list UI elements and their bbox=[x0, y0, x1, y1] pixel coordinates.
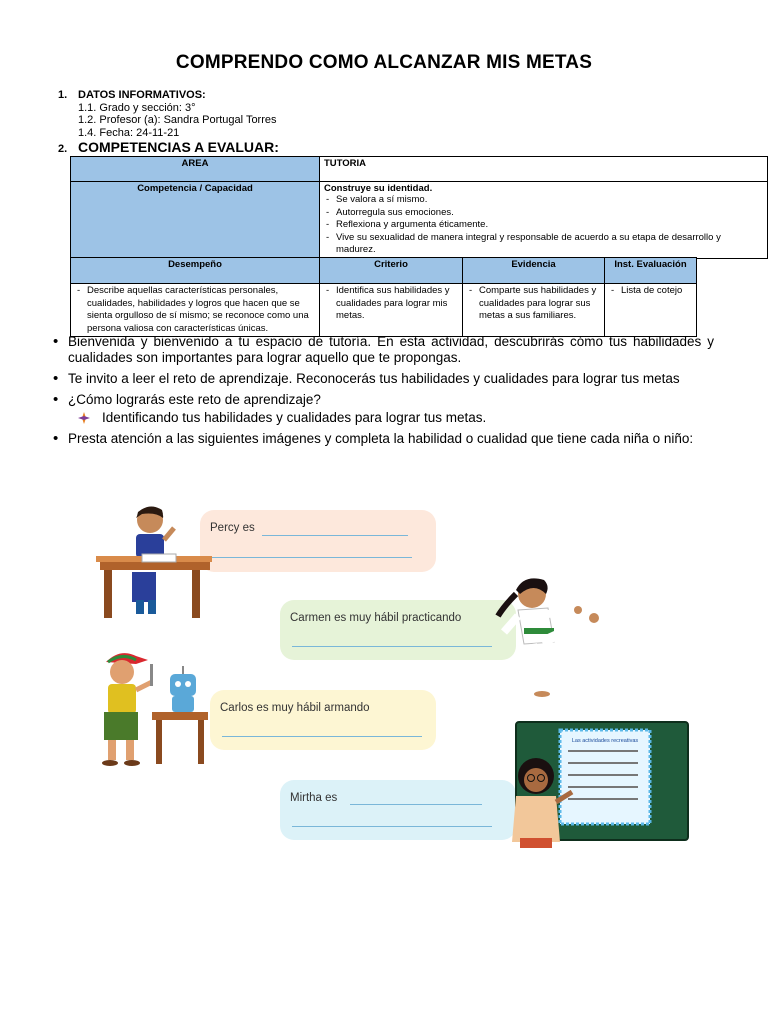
bullet-reto: • Te invito a leer el reto de aprendizaje. Reconocerás tus habilidades y cualidades para lograr tus metas bbox=[52, 371, 714, 387]
section-datos bbox=[58, 89, 277, 139]
competencias-table bbox=[70, 156, 768, 259]
sub-bullet-identificando bbox=[52, 410, 714, 426]
sub-bullet-text: Identificando tus habilidades y cualidades para lograr tus metas. bbox=[102, 410, 487, 425]
capacidad-item: - Autorregula sus emociones. bbox=[324, 207, 763, 220]
evidencia-text: - Comparte sus habilidades y cualidades para lograr sus metas a sus familiares. bbox=[467, 285, 600, 323]
competencia-label: Competencia / Capacidad bbox=[71, 182, 320, 259]
header-evidencia: Evidencia bbox=[463, 258, 605, 284]
bullet-bienvenida: • Bienvenida y bienvenido a tu espacio de tutoría. En esta actividad, descubrirás cómo tus habilidades y cualidades son importantes para lograr aquello que te propongas. bbox=[52, 334, 714, 366]
area-label: AREA bbox=[71, 157, 320, 182]
mirtha-illustration bbox=[500, 720, 692, 852]
capacidad-item: - Se valora a sí mismo. bbox=[324, 194, 763, 207]
area-value: TUTORIA bbox=[320, 157, 768, 182]
section-competencias bbox=[58, 139, 279, 155]
header-criterio: Criterio bbox=[320, 258, 463, 284]
percy-text: Percy es bbox=[210, 522, 255, 534]
board-title: Las actividades recreativas bbox=[571, 738, 639, 744]
section-heading: DATOS INFORMATIVOS: bbox=[78, 89, 206, 101]
percy-illustration bbox=[92, 500, 214, 622]
competencia-title: Construye su identidad. bbox=[324, 183, 433, 194]
instructions bbox=[52, 334, 714, 452]
header-inst: Inst. Evaluación bbox=[605, 258, 697, 284]
desempeno-text: - Describe aquellas características personales, cualidades, habilidades y logros que hacen que se sienta orgulloso de sí mismo; se reconoce como una persona valiosa con características únicas. bbox=[75, 285, 315, 335]
carlos-bubble bbox=[210, 690, 436, 750]
answer-line[interactable] bbox=[292, 826, 492, 827]
info-fecha: 1.4. Fecha: 24-11-21 bbox=[78, 126, 180, 139]
bullet-presta: • Presta atención a las siguientes imágenes y completa la habilidad o cualidad que tiene cada niña o niño: bbox=[52, 431, 714, 447]
section-number: 2. bbox=[58, 143, 68, 155]
cell-desempeno bbox=[71, 284, 320, 337]
info-profesor: 1.2. Profesor (a): Sandra Portugal Torres bbox=[78, 114, 277, 126]
carlos-illustration bbox=[96, 646, 214, 770]
bullet-como: • ¿Cómo lograrás este reto de aprendizaje? bbox=[52, 392, 714, 408]
answer-line[interactable] bbox=[292, 646, 492, 647]
cell-inst bbox=[605, 284, 697, 337]
section-heading: COMPETENCIAS A EVALUAR: bbox=[78, 139, 279, 155]
carmen-illustration bbox=[494, 572, 606, 700]
cell-evidencia bbox=[463, 284, 605, 337]
criterio-text: - Identifica sus habilidades y cualidades para lograr mis metas. bbox=[324, 285, 458, 323]
mirtha-bubble bbox=[280, 780, 516, 840]
carlos-text: Carlos es muy hábil armando bbox=[220, 702, 370, 714]
capacidad-item: - Reflexiona y argumenta éticamente. bbox=[324, 219, 763, 232]
competencia-cell bbox=[320, 182, 768, 259]
carmen-text: Carmen es muy hábil practicando bbox=[290, 612, 462, 624]
percy-bubble bbox=[200, 510, 436, 572]
header-desempeno: Desempeño bbox=[71, 258, 320, 284]
answer-line[interactable] bbox=[262, 535, 408, 536]
answer-line[interactable] bbox=[212, 557, 412, 558]
cell-criterio bbox=[320, 284, 463, 337]
section-number: 1. bbox=[58, 89, 68, 101]
answer-line[interactable] bbox=[222, 736, 422, 737]
desempeno-table bbox=[70, 257, 697, 337]
capacidad-item: - Vive su sexualidad de manera integral y responsable de acuerdo a su etapa de desarrollo y madurez. bbox=[324, 232, 763, 257]
carmen-bubble bbox=[280, 600, 516, 660]
mirtha-text: Mirtha es bbox=[290, 792, 338, 804]
info-grado: 1.1. Grado y sección: 3° bbox=[78, 101, 196, 114]
page-title: COMPRENDO COMO ALCANZAR MIS METAS bbox=[175, 52, 593, 73]
inst-text: - Lista de cotejo bbox=[609, 285, 692, 298]
answer-line[interactable] bbox=[350, 804, 482, 805]
diamond-bullet-icon bbox=[78, 412, 90, 424]
